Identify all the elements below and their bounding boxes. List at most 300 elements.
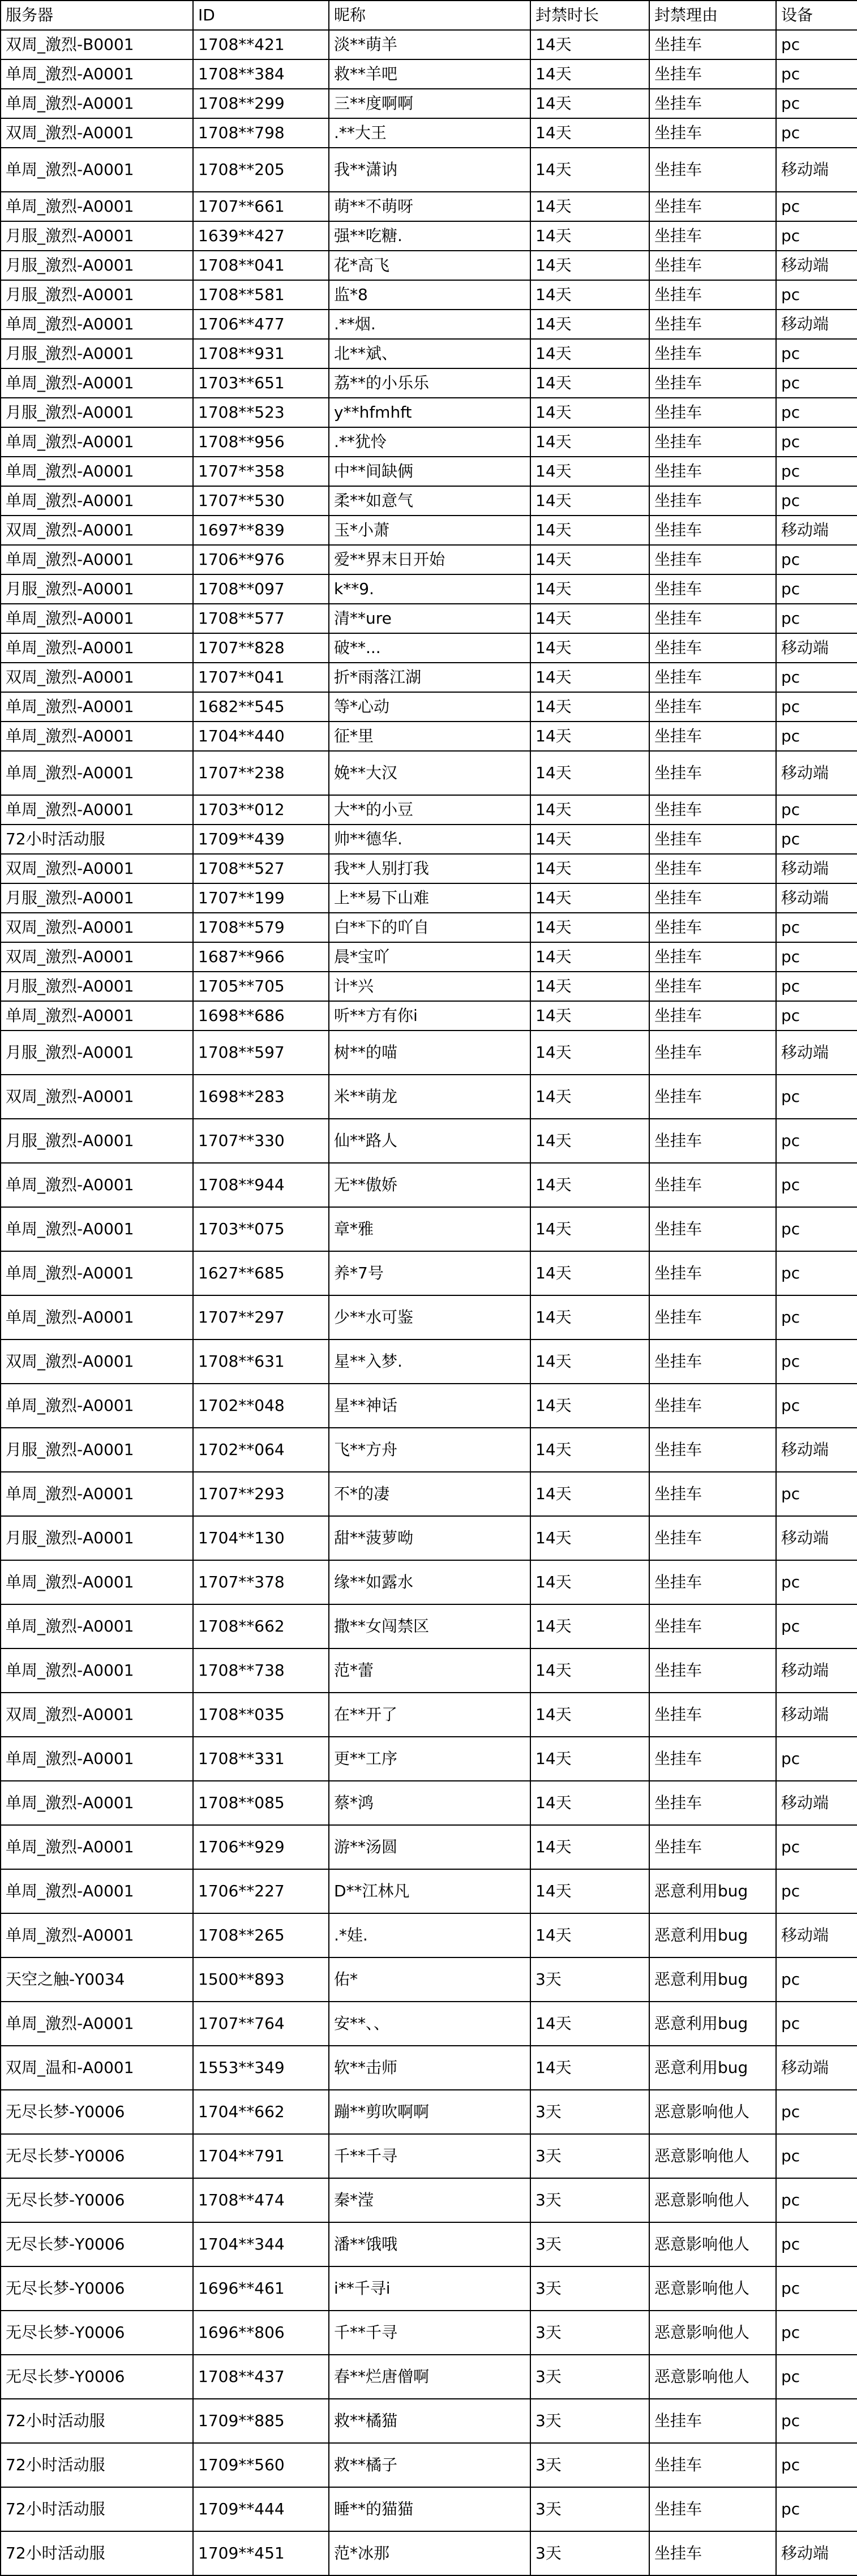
table-row: [1, 1693, 857, 1737]
table-row: [1, 1913, 857, 1957]
cell-ban-reason: 坐挂车: [649, 398, 776, 427]
table-row: [1, 1957, 857, 2002]
table-row: [1, 1516, 857, 1560]
table-row: [1, 30, 857, 59]
cell-server: 单周_激烈-A0001: [1, 1869, 193, 1913]
cell-ban-duration: 14天: [530, 2046, 649, 2090]
cell-server: 单周_激烈-A0001: [1, 722, 193, 751]
cell-ban-reason: 坐挂车: [649, 913, 776, 942]
cell-ban-reason: 坐挂车: [649, 972, 776, 1001]
cell-nickname: D**江林凡: [329, 1869, 530, 1913]
cell-id: 1627**685: [193, 1251, 329, 1295]
cell-server: 单周_激烈-A0001: [1, 59, 193, 89]
table-row: [1, 2311, 857, 2355]
cell-ban-reason: 坐挂车: [649, 1516, 776, 1560]
cell-id: 1704**440: [193, 722, 329, 751]
cell-ban-duration: 14天: [530, 221, 649, 251]
cell-nickname: 章*雅: [329, 1207, 530, 1251]
cell-ban-duration: 14天: [530, 942, 649, 972]
cell-ban-reason: 坐挂车: [649, 427, 776, 457]
cell-nickname: 救**羊吧: [329, 59, 530, 89]
cell-server: 单周_激烈-A0001: [1, 89, 193, 118]
cell-id: 1696**461: [193, 2266, 329, 2311]
cell-server: 无尽长梦-Y0006: [1, 2355, 193, 2399]
cell-server: 单周_激烈-A0001: [1, 751, 193, 795]
cell-id: 1702**064: [193, 1428, 329, 1472]
cell-nickname: 更**工序: [329, 1737, 530, 1781]
cell-ban-duration: 14天: [530, 192, 649, 221]
cell-nickname: .**犹怜: [329, 427, 530, 457]
cell-server: 月服_激烈-A0001: [1, 398, 193, 427]
cell-nickname: 甜**菠萝呦: [329, 1516, 530, 1560]
cell-nickname: 不*的凄: [329, 1472, 530, 1516]
cell-ban-reason: 坐挂车: [649, 1737, 776, 1781]
table-row: [1, 633, 857, 663]
cell-nickname: 秦*滢: [329, 2178, 530, 2222]
cell-ban-duration: 14天: [530, 663, 649, 692]
cell-device: pc: [776, 1737, 857, 1781]
cell-ban-reason: 坐挂车: [649, 310, 776, 339]
cell-id: 1708**384: [193, 59, 329, 89]
cell-id: 1698**686: [193, 1001, 329, 1031]
cell-ban-reason: 坐挂车: [649, 825, 776, 854]
cell-server: 单周_激烈-A0001: [1, 148, 193, 192]
table-row: [1, 59, 857, 89]
table-row: [1, 722, 857, 751]
cell-nickname: 树**的喵: [329, 1031, 530, 1075]
cell-ban-reason: 坐挂车: [649, 795, 776, 825]
cell-ban-reason: 坐挂车: [649, 118, 776, 148]
table-row: [1, 2531, 857, 2575]
cell-id: 1704**344: [193, 2222, 329, 2266]
cell-nickname: 春**烂唐僧啊: [329, 2355, 530, 2399]
cell-server: 单周_激烈-A0001: [1, 486, 193, 516]
table-row: [1, 1781, 857, 1825]
cell-device: pc: [776, 2090, 857, 2134]
cell-device: 移动端: [776, 251, 857, 280]
cell-nickname: 少**水可鉴: [329, 1295, 530, 1339]
cell-nickname: 听**方有你i: [329, 1001, 530, 1031]
cell-device: 移动端: [776, 310, 857, 339]
cell-id: 1709**444: [193, 2487, 329, 2531]
cell-ban-duration: 14天: [530, 854, 649, 883]
cell-device: pc: [776, 2311, 857, 2355]
cell-id: 1706**929: [193, 1825, 329, 1869]
cell-ban-duration: 14天: [530, 633, 649, 663]
cell-id: 1708**474: [193, 2178, 329, 2222]
table-row: [1, 221, 857, 251]
cell-device: 移动端: [776, 148, 857, 192]
cell-device: pc: [776, 30, 857, 59]
cell-id: 1708**577: [193, 604, 329, 633]
cell-ban-reason: 坐挂车: [649, 457, 776, 486]
cell-server: 72小时活动服: [1, 2531, 193, 2575]
table-row: [1, 2266, 857, 2311]
cell-server: 单周_激烈-A0001: [1, 795, 193, 825]
table-body: [1, 30, 857, 2575]
cell-server: 双周_激烈-A0001: [1, 663, 193, 692]
cell-server: 月服_激烈-A0001: [1, 1031, 193, 1075]
cell-server: 无尽长梦-Y0006: [1, 2311, 193, 2355]
cell-ban-duration: 14天: [530, 825, 649, 854]
cell-ban-reason: 坐挂车: [649, 368, 776, 398]
cell-server: 单周_激烈-A0001: [1, 604, 193, 633]
cell-nickname: 北**斌、: [329, 339, 530, 368]
cell-id: 1708**041: [193, 251, 329, 280]
cell-server: 单周_激烈-A0001: [1, 633, 193, 663]
table-row: [1, 1604, 857, 1648]
cell-device: pc: [776, 1957, 857, 2002]
cell-nickname: 千**千寻: [329, 2311, 530, 2355]
header-device: 设备: [776, 1, 857, 30]
table-row: [1, 2134, 857, 2178]
cell-ban-duration: 14天: [530, 1428, 649, 1472]
cell-server: 单周_激烈-A0001: [1, 1207, 193, 1251]
cell-ban-duration: 14天: [530, 118, 649, 148]
cell-device: 移动端: [776, 1693, 857, 1737]
cell-ban-reason: 坐挂车: [649, 1560, 776, 1604]
cell-ban-reason: 恶意影响他人: [649, 2311, 776, 2355]
cell-nickname: 淡**萌羊: [329, 30, 530, 59]
table-row: [1, 1737, 857, 1781]
cell-ban-duration: 14天: [530, 1781, 649, 1825]
table-row: [1, 1119, 857, 1163]
table-row: [1, 1825, 857, 1869]
cell-ban-reason: 恶意利用bug: [649, 1913, 776, 1957]
cell-server: 单周_激烈-A0001: [1, 1604, 193, 1648]
cell-server: 月服_激烈-A0001: [1, 280, 193, 310]
cell-server: 72小时活动服: [1, 2487, 193, 2531]
cell-device: pc: [776, 398, 857, 427]
cell-ban-duration: 14天: [530, 913, 649, 942]
cell-ban-duration: 14天: [530, 89, 649, 118]
cell-ban-reason: 坐挂车: [649, 516, 776, 545]
cell-device: 移动端: [776, 2531, 857, 2575]
cell-server: 双周_激烈-A0001: [1, 1075, 193, 1119]
cell-id: 1709**439: [193, 825, 329, 854]
cell-ban-reason: 坐挂车: [649, 692, 776, 722]
cell-nickname: 千**千寻: [329, 2134, 530, 2178]
cell-device: pc: [776, 2487, 857, 2531]
cell-server: 无尽长梦-Y0006: [1, 2266, 193, 2311]
cell-id: 1708**597: [193, 1031, 329, 1075]
cell-ban-reason: 坐挂车: [649, 1075, 776, 1119]
cell-id: 1708**437: [193, 2355, 329, 2399]
table-row: [1, 118, 857, 148]
cell-ban-duration: 3天: [530, 2531, 649, 2575]
cell-ban-duration: 3天: [530, 2487, 649, 2531]
cell-server: 月服_激烈-A0001: [1, 221, 193, 251]
cell-nickname: .**烟.: [329, 310, 530, 339]
cell-ban-reason: 坐挂车: [649, 854, 776, 883]
cell-id: 1639**427: [193, 221, 329, 251]
cell-ban-reason: 坐挂车: [649, 1119, 776, 1163]
cell-ban-reason: 坐挂车: [649, 1339, 776, 1384]
cell-id: 1709**560: [193, 2443, 329, 2487]
cell-nickname: 中**间缺俩: [329, 457, 530, 486]
cell-nickname: 我**潇讷: [329, 148, 530, 192]
cell-ban-duration: 14天: [530, 398, 649, 427]
cell-id: 1703**075: [193, 1207, 329, 1251]
cell-nickname: 范*冰那: [329, 2531, 530, 2575]
table-row: [1, 2222, 857, 2266]
cell-id: 1500**893: [193, 1957, 329, 2002]
cell-ban-duration: 14天: [530, 795, 649, 825]
cell-device: pc: [776, 2178, 857, 2222]
cell-nickname: 睡**的猫猫: [329, 2487, 530, 2531]
cell-id: 1705**705: [193, 972, 329, 1001]
cell-server: 月服_激烈-A0001: [1, 251, 193, 280]
cell-nickname: 缘**如露水: [329, 1560, 530, 1604]
table-row: [1, 545, 857, 574]
table-header-row: [1, 1, 857, 30]
cell-id: 1553**349: [193, 2046, 329, 2090]
cell-ban-duration: 14天: [530, 1869, 649, 1913]
cell-id: 1708**579: [193, 913, 329, 942]
table-row: [1, 2046, 857, 2090]
cell-id: 1708**097: [193, 574, 329, 604]
cell-server: 双周_激烈-A0001: [1, 854, 193, 883]
cell-id: 1708**944: [193, 1163, 329, 1207]
cell-ban-reason: 坐挂车: [649, 1031, 776, 1075]
cell-server: 单周_激烈-A0001: [1, 192, 193, 221]
table-row: [1, 1075, 857, 1119]
cell-ban-reason: 坐挂车: [649, 89, 776, 118]
table-row: [1, 751, 857, 795]
cell-ban-reason: 恶意利用bug: [649, 1957, 776, 2002]
cell-device: pc: [776, 368, 857, 398]
cell-ban-reason: 恶意影响他人: [649, 2134, 776, 2178]
cell-server: 双周_激烈-A0001: [1, 516, 193, 545]
table-row: [1, 913, 857, 942]
cell-id: 1703**651: [193, 368, 329, 398]
table-row: [1, 148, 857, 192]
table-row: [1, 251, 857, 280]
cell-device: pc: [776, 574, 857, 604]
cell-device: pc: [776, 972, 857, 1001]
cell-device: pc: [776, 942, 857, 972]
table-row: [1, 574, 857, 604]
cell-ban-duration: 14天: [530, 339, 649, 368]
cell-server: 月服_激烈-A0001: [1, 1516, 193, 1560]
header-nickname: 昵称: [329, 1, 530, 30]
cell-nickname: 游**汤圆: [329, 1825, 530, 1869]
cell-nickname: 救**橘子: [329, 2443, 530, 2487]
cell-server: 单周_激烈-A0001: [1, 1825, 193, 1869]
cell-id: 1707**330: [193, 1119, 329, 1163]
cell-server: 单周_激烈-A0001: [1, 1163, 193, 1207]
cell-server: 单周_激烈-A0001: [1, 427, 193, 457]
cell-nickname: 范*蕾: [329, 1648, 530, 1693]
cell-ban-reason: 恶意利用bug: [649, 2046, 776, 2090]
cell-ban-duration: 14天: [530, 972, 649, 1001]
cell-ban-reason: 恶意影响他人: [649, 2355, 776, 2399]
cell-server: 双周_激烈-B0001: [1, 30, 193, 59]
cell-device: 移动端: [776, 1913, 857, 1957]
cell-ban-reason: 坐挂车: [649, 545, 776, 574]
cell-ban-reason: 坐挂车: [649, 1428, 776, 1472]
cell-server: 无尽长梦-Y0006: [1, 2134, 193, 2178]
cell-ban-duration: 14天: [530, 1737, 649, 1781]
table-row: [1, 1472, 857, 1516]
table-row: [1, 854, 857, 883]
cell-server: 月服_激烈-A0001: [1, 574, 193, 604]
cell-id: 1698**283: [193, 1075, 329, 1119]
cell-nickname: 折*雨落江湖: [329, 663, 530, 692]
cell-device: pc: [776, 1075, 857, 1119]
cell-device: pc: [776, 1163, 857, 1207]
cell-id: 1707**828: [193, 633, 329, 663]
cell-device: pc: [776, 1119, 857, 1163]
cell-server: 单周_激烈-A0001: [1, 1560, 193, 1604]
cell-nickname: 破**...: [329, 633, 530, 663]
cell-ban-reason: 坐挂车: [649, 1384, 776, 1428]
cell-nickname: 蔡*鸿: [329, 1781, 530, 1825]
cell-id: 1707**530: [193, 486, 329, 516]
cell-id: 1696**806: [193, 2311, 329, 2355]
cell-ban-reason: 坐挂车: [649, 2487, 776, 2531]
cell-ban-duration: 14天: [530, 1604, 649, 1648]
cell-device: pc: [776, 1001, 857, 1031]
cell-device: 移动端: [776, 854, 857, 883]
table-row: [1, 457, 857, 486]
cell-ban-duration: 14天: [530, 1560, 649, 1604]
cell-device: pc: [776, 192, 857, 221]
table-row: [1, 1207, 857, 1251]
table-row: [1, 1251, 857, 1295]
cell-device: pc: [776, 118, 857, 148]
table-row: [1, 1163, 857, 1207]
cell-device: pc: [776, 692, 857, 722]
cell-id: 1708**581: [193, 280, 329, 310]
cell-ban-reason: 坐挂车: [649, 221, 776, 251]
cell-id: 1708**523: [193, 398, 329, 427]
cell-nickname: 大**的小豆: [329, 795, 530, 825]
cell-ban-duration: 14天: [530, 692, 649, 722]
cell-server: 单周_激烈-A0001: [1, 1295, 193, 1339]
cell-ban-duration: 3天: [530, 2443, 649, 2487]
cell-nickname: 萌**不萌呀: [329, 192, 530, 221]
table-row: [1, 942, 857, 972]
cell-device: pc: [776, 339, 857, 368]
cell-device: pc: [776, 2266, 857, 2311]
cell-nickname: 清**ure: [329, 604, 530, 633]
cell-ban-duration: 3天: [530, 2134, 649, 2178]
cell-ban-reason: 恶意影响他人: [649, 2090, 776, 2134]
cell-nickname: .**大王: [329, 118, 530, 148]
cell-device: 移动端: [776, 1031, 857, 1075]
cell-ban-reason: 坐挂车: [649, 339, 776, 368]
cell-device: pc: [776, 1339, 857, 1384]
header-ban-reason: 封禁理由: [649, 1, 776, 30]
cell-nickname: 蹦**剪吹啊啊: [329, 2090, 530, 2134]
cell-ban-reason: 坐挂车: [649, 1825, 776, 1869]
cell-nickname: 在**开了: [329, 1693, 530, 1737]
cell-nickname: 软**击师: [329, 2046, 530, 2090]
cell-server: 单周_激烈-A0001: [1, 1913, 193, 1957]
cell-device: pc: [776, 604, 857, 633]
cell-nickname: 飞**方舟: [329, 1428, 530, 1472]
cell-server: 双周_激烈-A0001: [1, 118, 193, 148]
cell-ban-reason: 坐挂车: [649, 486, 776, 516]
table-row: [1, 1428, 857, 1472]
cell-nickname: 安**、、: [329, 2002, 530, 2046]
cell-id: 1697**839: [193, 516, 329, 545]
cell-nickname: 征*里: [329, 722, 530, 751]
table-row: [1, 1001, 857, 1031]
cell-ban-duration: 14天: [530, 722, 649, 751]
cell-device: pc: [776, 1207, 857, 1251]
cell-nickname: 三**度啊啊: [329, 89, 530, 118]
table-row: [1, 1560, 857, 1604]
cell-server: 单周_激烈-A0001: [1, 2002, 193, 2046]
cell-ban-reason: 恶意影响他人: [649, 2222, 776, 2266]
cell-server: 无尽长梦-Y0006: [1, 2178, 193, 2222]
cell-id: 1707**358: [193, 457, 329, 486]
table-row: [1, 2487, 857, 2531]
cell-id: 1708**035: [193, 1693, 329, 1737]
cell-ban-duration: 14天: [530, 1472, 649, 1516]
cell-ban-duration: 3天: [530, 2399, 649, 2443]
cell-device: pc: [776, 427, 857, 457]
cell-ban-duration: 14天: [530, 1384, 649, 1428]
cell-ban-duration: 14天: [530, 574, 649, 604]
cell-device: 移动端: [776, 2046, 857, 2090]
cell-server: 单周_激烈-A0001: [1, 1781, 193, 1825]
cell-server: 单周_激烈-A0001: [1, 310, 193, 339]
cell-device: pc: [776, 1384, 857, 1428]
cell-server: 72小时活动服: [1, 2399, 193, 2443]
cell-nickname: 养*7号: [329, 1251, 530, 1295]
table-row: [1, 972, 857, 1001]
cell-ban-reason: 坐挂车: [649, 883, 776, 913]
cell-ban-duration: 14天: [530, 1001, 649, 1031]
cell-id: 1687**966: [193, 942, 329, 972]
cell-ban-reason: 坐挂车: [649, 2443, 776, 2487]
cell-device: 移动端: [776, 516, 857, 545]
cell-id: 1702**048: [193, 1384, 329, 1428]
cell-device: pc: [776, 89, 857, 118]
cell-id: 1707**661: [193, 192, 329, 221]
cell-ban-reason: 坐挂车: [649, 30, 776, 59]
table-row: [1, 692, 857, 722]
cell-server: 单周_激烈-A0001: [1, 1384, 193, 1428]
cell-device: 移动端: [776, 633, 857, 663]
header-server: 服务器: [1, 1, 193, 30]
cell-id: 1707**199: [193, 883, 329, 913]
cell-device: 移动端: [776, 1428, 857, 1472]
cell-ban-duration: 14天: [530, 545, 649, 574]
cell-device: pc: [776, 2399, 857, 2443]
cell-server: 单周_激烈-A0001: [1, 1737, 193, 1781]
cell-id: 1708**527: [193, 854, 329, 883]
cell-id: 1708**798: [193, 118, 329, 148]
cell-device: pc: [776, 1251, 857, 1295]
cell-nickname: 晨*宝吖: [329, 942, 530, 972]
cell-ban-duration: 14天: [530, 751, 649, 795]
cell-device: 移动端: [776, 1516, 857, 1560]
cell-server: 月服_激烈-A0001: [1, 972, 193, 1001]
cell-ban-duration: 14天: [530, 368, 649, 398]
cell-nickname: 玉*小萧: [329, 516, 530, 545]
cell-ban-duration: 14天: [530, 1913, 649, 1957]
cell-id: 1708**956: [193, 427, 329, 457]
cell-ban-reason: 坐挂车: [649, 59, 776, 89]
cell-id: 1707**764: [193, 2002, 329, 2046]
cell-nickname: 佑*: [329, 1957, 530, 2002]
cell-id: 1707**293: [193, 1472, 329, 1516]
cell-ban-reason: 坐挂车: [649, 280, 776, 310]
